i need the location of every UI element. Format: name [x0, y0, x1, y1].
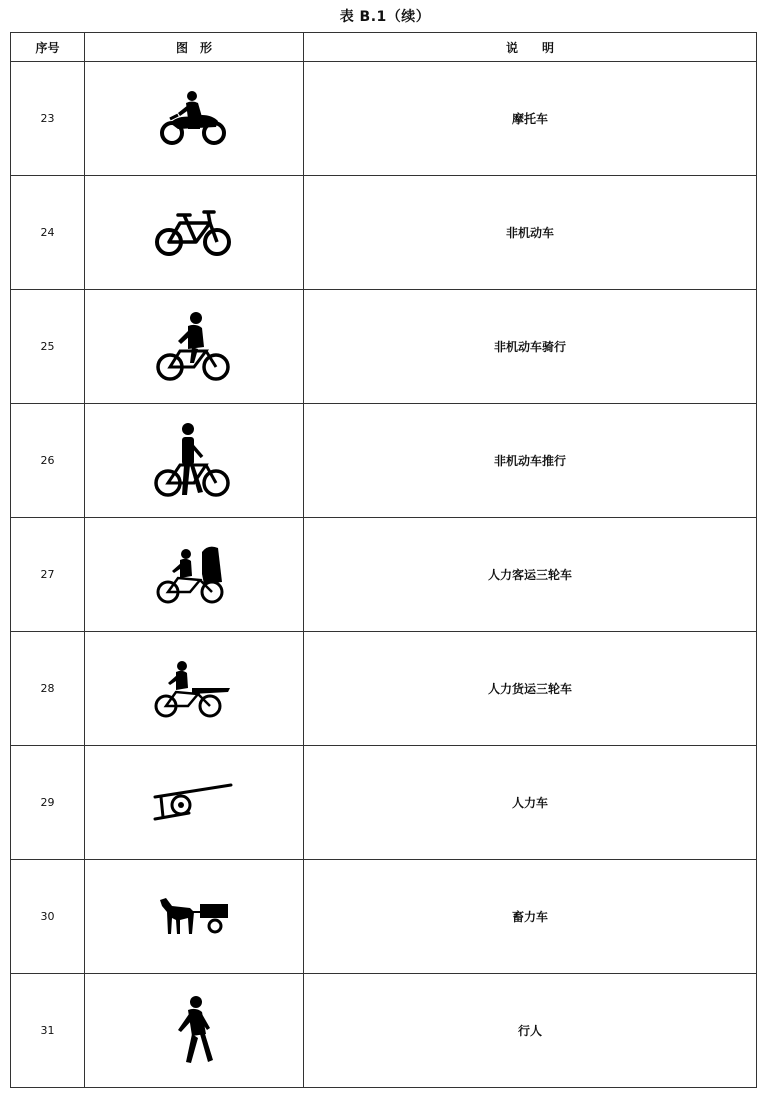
row-description: 人力客运三轮车	[304, 518, 757, 632]
column-header-description: 说 明	[304, 33, 757, 62]
row-number: 27	[11, 518, 85, 632]
row-figure	[85, 974, 304, 1088]
row-figure	[85, 62, 304, 176]
horse-cart-icon	[158, 898, 230, 936]
symbol-table	[10, 32, 757, 1088]
row-description: 人力车	[304, 746, 757, 860]
row-figure	[85, 518, 304, 632]
row-number: 28	[11, 632, 85, 746]
row-description: 非机动车推行	[304, 404, 757, 518]
row-description: 非机动车	[304, 176, 757, 290]
table-caption: 表 B.1（续）	[339, 9, 431, 25]
row-figure	[85, 404, 304, 518]
row-description: 非机动车骑行	[304, 290, 757, 404]
bicycle-icon	[154, 207, 234, 259]
row-number: 26	[11, 404, 85, 518]
row-figure	[85, 860, 304, 974]
table-header-row	[11, 33, 757, 62]
motorcycle-icon	[158, 89, 230, 149]
row-description: 摩托车	[304, 62, 757, 176]
row-number: 23	[11, 62, 85, 176]
table-row	[11, 974, 757, 1088]
table-row	[11, 746, 757, 860]
row-number: 30	[11, 860, 85, 974]
table-row	[11, 632, 757, 746]
cyclist-riding-icon	[156, 311, 232, 383]
table-row	[11, 404, 757, 518]
row-figure	[85, 746, 304, 860]
row-number: 29	[11, 746, 85, 860]
row-number: 25	[11, 290, 85, 404]
cyclist-pushing-icon	[154, 423, 234, 499]
row-description: 人力货运三轮车	[304, 632, 757, 746]
table-row	[11, 290, 757, 404]
row-description: 畜力车	[304, 860, 757, 974]
handcart-icon	[153, 783, 235, 823]
row-description: 行人	[304, 974, 757, 1088]
column-header-figure: 图 形	[85, 33, 304, 62]
table-row	[11, 860, 757, 974]
table-row	[11, 176, 757, 290]
column-header-number: 序号	[11, 33, 85, 62]
passenger-tricycle-icon	[156, 544, 232, 606]
row-figure	[85, 290, 304, 404]
row-figure	[85, 632, 304, 746]
row-figure	[85, 176, 304, 290]
row-number: 24	[11, 176, 85, 290]
cargo-tricycle-icon	[154, 658, 234, 720]
pedestrian-icon	[172, 996, 216, 1066]
table-row	[11, 518, 757, 632]
table-row	[11, 62, 757, 176]
row-number: 31	[11, 974, 85, 1088]
